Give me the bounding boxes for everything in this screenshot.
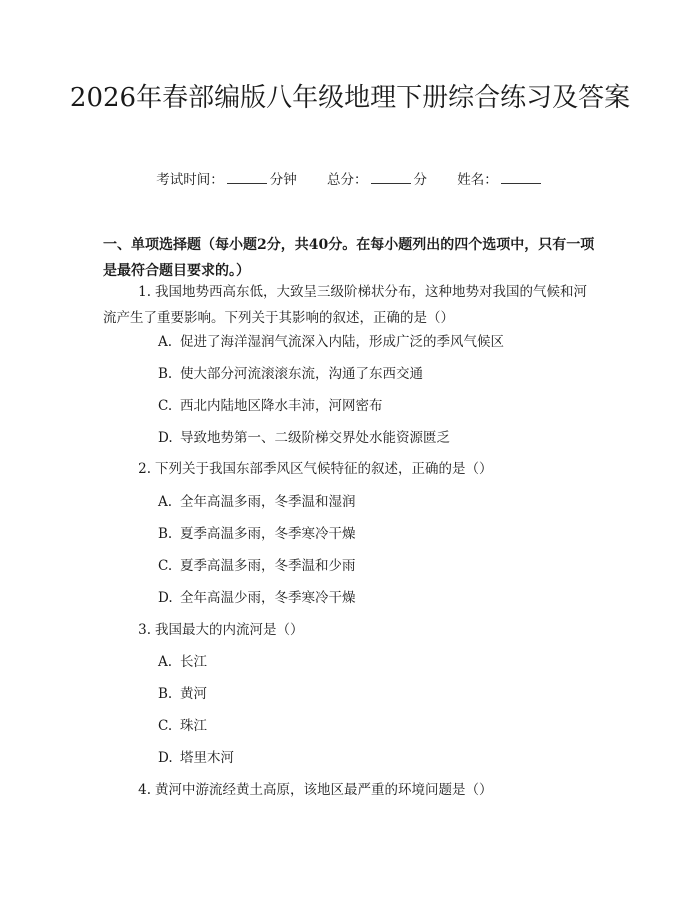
option-text: 塔里木河 [180,750,234,766]
option-letter: C. [158,398,173,414]
option-letter: D. [158,750,173,766]
exam-info-line [0,168,700,188]
option-text: 西北内陆地区降水丰沛，河网密布 [180,398,383,414]
total-score-label: 总分： [327,172,368,188]
student-name-field [457,168,544,188]
question-text: 我国地势西高东低，大致呈三级阶梯状分布，这种地势对我国的气候和河流产生了重要影响。下列关于其影响的叙述，正确的是（） [103,284,587,326]
question-1-option-c [158,396,383,416]
question-2-option-a [158,492,356,512]
option-text: 黄河 [180,686,207,702]
option-letter: A. [158,654,173,670]
option-text: 珠江 [180,718,207,734]
question-3-option-a [158,652,207,672]
student-name-blank [501,171,541,184]
question-3-option-d [158,748,234,768]
question-2-option-c [158,556,356,576]
question-2 [103,456,600,482]
option-text: 长江 [180,654,207,670]
option-text: 促进了海洋湿润气流深入内陆，形成广泛的季风气候区 [180,334,504,350]
total-score-unit: 分 [413,172,427,188]
option-letter: B. [158,686,173,702]
question-number: 3. [138,622,151,638]
total-score-field [327,168,427,188]
question-text: 下列关于我国东部季风区气候特征的叙述，正确的是（） [155,461,493,477]
exam-time-blank [227,171,267,184]
question-4 [103,777,600,803]
exam-time-field [156,168,297,188]
question-2-option-d [158,588,356,608]
option-letter: C. [158,558,173,574]
question-1-option-a [158,332,504,352]
question-number: 4. [138,782,151,798]
total-score-blank [371,171,411,184]
question-3-option-c [158,716,207,736]
option-text: 夏季高温多雨，冬季寒冷干燥 [180,526,356,542]
exam-time-label: 考试时间： [156,172,224,188]
option-letter: A. [158,494,173,510]
question-number: 2. [138,461,151,477]
question-3-option-b [158,684,207,704]
question-2-option-b [158,524,356,544]
option-letter: C. [158,718,173,734]
option-text: 全年高温多雨，冬季温和湿润 [180,494,356,510]
question-text: 我国最大的内流河是（） [155,622,304,638]
question-1-option-b [158,364,423,384]
option-letter: A. [158,334,173,350]
student-name-label: 姓名： [457,172,498,188]
question-text: 黄河中游流经黄土高原，该地区最严重的环境问题是（） [155,782,493,798]
option-text: 使大部分河流滚滚东流，沟通了东西交通 [180,366,423,382]
question-1-option-d [158,428,450,448]
document-title: 2026年春部编版八年级地理下册综合练习及答案 [69,83,631,113]
option-letter: D. [158,430,173,446]
option-text: 全年高温少雨，冬季寒冷干燥 [180,590,356,606]
section-heading: 一、单项选择题（每小题2分，共40分。在每小题列出的四个选项中，只有一项是最符合题目要求的。） [103,237,595,279]
option-text: 导致地势第一、二级阶梯交界处水能资源匮乏 [180,430,450,446]
question-3 [103,617,600,643]
option-letter: B. [158,526,173,542]
exam-time-unit: 分钟 [269,172,297,188]
question-1 [103,279,600,331]
option-letter: D. [158,590,173,606]
option-text: 夏季高温多雨，冬季温和少雨 [180,558,356,574]
option-letter: B. [158,366,173,382]
question-number: 1. [138,284,151,300]
